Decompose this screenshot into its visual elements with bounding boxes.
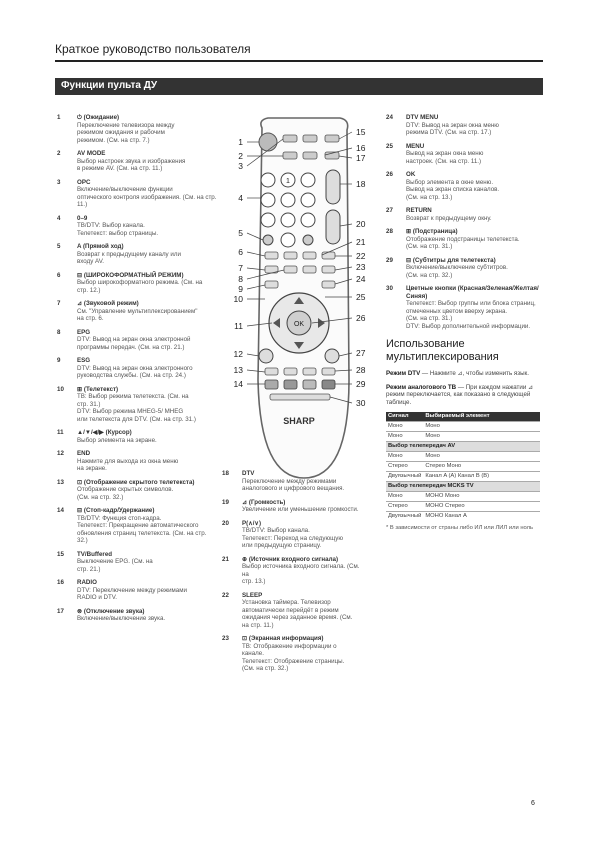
entry-number: 10 <box>57 385 64 393</box>
svg-text:28: 28 <box>356 365 366 375</box>
description-entry <box>57 329 217 352</box>
svg-text:12: 12 <box>233 349 243 359</box>
description-entry <box>57 150 217 173</box>
entry-body: Увеличение или уменьшение громкости. <box>242 506 359 513</box>
description-entry <box>222 635 360 673</box>
description-entry <box>57 479 217 502</box>
svg-text:10: 10 <box>233 294 243 304</box>
entry-body: См. "Управление мультиплексированием" на стр. 6. <box>77 307 198 322</box>
description-entry <box>57 608 217 623</box>
entry-heading: MENU <box>406 142 425 150</box>
description-entry <box>386 207 544 222</box>
entry-heading: Цветные кнопки (Красная/Зеленая/Желтая/Синяя) <box>406 285 539 300</box>
entry-body: Переключение телевизора между режимом ожидания и рабочим режимом. (См. на стр. 7.) <box>77 121 175 144</box>
table-row: Моно Моно <box>386 432 540 442</box>
entry-number: 8 <box>57 328 61 336</box>
entry-body: Выбор источника входного сигнала. (См. на стр. 13.) <box>242 563 360 585</box>
table-row: Двуязычный Канал A (A) Канал B (B) <box>386 472 540 482</box>
description-entry <box>57 215 217 238</box>
entry-body: ТВ/DTV: Выбор канала. Телетекст: выбор страницы. <box>77 222 159 237</box>
entry-body: Выбор элемента на экране. <box>77 436 157 444</box>
entry-number: 1 <box>57 114 61 121</box>
tv-button <box>325 135 339 142</box>
entry-body: Отображение подстраницы телетекста. (См. на стр. 31.) <box>406 235 520 250</box>
entry-body: Нажмите для выхода из окна меню на экране. <box>77 457 179 472</box>
table-footnote: * В зависимости от страны либо ИЛ или ЛИЛ или ноль <box>386 525 534 531</box>
entry-body: Отображение скрытых символов. (См. на стр. 32.) <box>77 486 174 501</box>
table-row: Стерео МОНО Стерео <box>386 502 540 512</box>
entry-number: 28 <box>386 228 393 235</box>
entry-number: 25 <box>386 142 393 150</box>
description-entry <box>57 579 217 602</box>
multiplex-dtv-paragraph: Режим DTV — Нажмите ⊿, чтобы изменить язык. <box>386 370 529 377</box>
table-row: Двуязычный МОНО Канал A <box>386 512 540 522</box>
svg-text:25: 25 <box>356 292 366 302</box>
description-entry <box>57 450 217 473</box>
entry-number: 20 <box>222 519 229 527</box>
entry-number: 4 <box>57 214 61 222</box>
svg-text:18: 18 <box>356 179 366 189</box>
svg-text:7: 7 <box>238 263 243 273</box>
description-entry <box>386 257 544 280</box>
svg-text:30: 30 <box>356 398 366 408</box>
multiplex-title: Использование мультиплексирования <box>386 338 499 363</box>
svg-text:23: 23 <box>356 262 366 272</box>
entry-heading: ⊗ (Отключение звука) <box>77 607 145 615</box>
table-row: Моно МОНО Моно <box>386 492 540 502</box>
entry-number: 7 <box>57 300 61 307</box>
entry-number: 21 <box>222 555 229 563</box>
entry-heading: ESG <box>77 357 91 364</box>
radio-button <box>303 135 317 142</box>
svg-text:15: 15 <box>356 127 366 137</box>
standby-button <box>259 133 277 151</box>
table-row: Моно Моно <box>386 422 540 432</box>
entry-body: ТВ: Отображение информации о канале. Телетекст: Отображение страницы. (См. на стр. 32.) <box>242 642 345 672</box>
multiplex-atv-paragraph: Режим аналогового ТВ — При каждом нажатии ⊿ режим переключается, как показано в следующей таблице. <box>386 383 534 406</box>
dtv-button <box>303 152 317 159</box>
svg-text:24: 24 <box>356 274 366 284</box>
description-entry <box>57 551 217 574</box>
svg-text:1: 1 <box>238 137 243 147</box>
end-button <box>259 349 273 363</box>
entry-body: Включение/выключение субтитров. (См. на стр. 32.) <box>406 264 508 279</box>
entry-number: 11 <box>57 429 64 436</box>
entry-heading: DTV <box>242 470 255 477</box>
entry-number: 27 <box>386 207 393 214</box>
multiplex-table: Сигнал Выбираемый элемент Моно Моно Моно Моно Выбор телепередач AV Моно Моно Стерео Стерео Моно Двуязычный Канал A (A) Канал B (B) Выбор телепередач MCKS TV Моно МОНО Моно Стерео МОНО Стерео Двуязычный МОНО Канал A <box>386 412 540 521</box>
entry-body: ТВ: Выбор режима телетекста. (См. на стр. 31.) DTV: Выбор режима MHEG-5/ MHEG или телетекста для DTV. (См. на стр. 31.) <box>77 393 196 423</box>
svg-text:9: 9 <box>238 284 243 294</box>
description-entry <box>222 499 360 514</box>
channel-rocker <box>326 210 340 244</box>
entry-body: Выбор элемента в окне меню. Вывод на экран списка каналов. (См. на стр. 13.) <box>406 178 500 201</box>
description-entry <box>222 470 360 493</box>
entry-heading: SLEEP <box>242 591 263 599</box>
svg-text:14: 14 <box>233 379 243 389</box>
av-mode-button <box>283 135 297 142</box>
entry-heading: ⊿ (Громкость) <box>242 498 286 506</box>
entry-body: Вывод на экран окна меню настроек. (См. на стр. 11.) <box>406 150 484 165</box>
description-column-2 <box>222 470 360 679</box>
table-row: Моно Моно <box>386 452 540 462</box>
entry-body: DTV: Вывод на экран окна электронной программы передач. (См. на стр. 21.) <box>77 336 191 351</box>
description-entry <box>57 179 217 209</box>
entry-number: 24 <box>386 114 393 121</box>
description-entry <box>386 114 544 137</box>
opc-button <box>283 152 297 159</box>
entry-heading: 0–9 <box>77 214 88 222</box>
right-callouts <box>356 127 366 408</box>
entry-number: 19 <box>222 498 229 506</box>
entry-number: 18 <box>222 470 229 477</box>
page-title: Краткое руководство пользователя <box>55 42 251 56</box>
entry-number: 16 <box>57 579 64 586</box>
description-entry <box>57 300 217 323</box>
description-entry <box>386 143 544 166</box>
entry-number: 5 <box>57 243 61 250</box>
entry-heading: RADIO <box>77 579 97 586</box>
ok-label: OK <box>293 321 305 328</box>
entry-body: Выбор настроек звука и изображения в режиме AV. (См. на стр. 11.) <box>77 157 186 172</box>
brand-logo: SHARP <box>283 416 315 426</box>
left-callouts <box>234 137 244 389</box>
svg-text:3: 3 <box>238 161 243 171</box>
entry-number: 22 <box>222 591 229 599</box>
entry-heading: ⊟ (Стоп-кадр/Удержание) <box>77 507 155 514</box>
return-button <box>325 349 339 363</box>
svg-text:8: 8 <box>238 274 243 284</box>
entry-heading: ⊟ (Субтитры для телетекста) <box>406 256 496 264</box>
svg-text:11: 11 <box>234 321 243 331</box>
entry-body: Включение/выключение функции оптического контроля изображения. (См. на стр. 11.) <box>77 186 217 208</box>
entry-heading: TV/Buffered <box>77 550 113 558</box>
entry-heading: ⏻ (Ожидание) <box>77 114 120 121</box>
entry-body: Установка таймера. Телевизор автоматически перейдёт в режим ожидания через заданное время. (См. на стр. 11.) <box>242 599 353 629</box>
entry-body: DTV: Переключение между режимами RADIO и DTV. <box>77 586 187 601</box>
entry-number: 12 <box>57 450 64 457</box>
svg-text:1: 1 <box>286 178 290 185</box>
entry-body: ТВ/DTV: Функция стоп-кадра. Телетекст: Прекращение автоматического обновления страниц телетекста. (См. на стр. 32.) <box>77 514 207 544</box>
entry-number: 14 <box>57 507 64 514</box>
entry-body: ТВ/DTV: Выбор канала. Телетекст: Переход на следующую или предыдущую страницу. <box>242 527 343 549</box>
entry-heading: ⊡ (Отображение скрытого телетекста) <box>77 478 195 486</box>
entry-number: 26 <box>386 171 393 178</box>
entry-body: Переключение между режимами аналогового и цифрового вещания. <box>242 477 345 492</box>
entry-heading: ⊕ (Источник входного сигнала) <box>242 555 339 563</box>
description-entry <box>386 228 544 251</box>
description-entry <box>57 272 217 295</box>
entry-number: 6 <box>57 271 61 279</box>
entry-body: Телетекст: Выбор группы или блока страниц, отмеченных цветом вверху экрана. (См. на стр. 31.) DTV: Выбор дополнительной информации. <box>406 300 536 330</box>
svg-text:13: 13 <box>233 365 243 375</box>
svg-text:26: 26 <box>356 313 366 323</box>
svg-text:6: 6 <box>238 247 243 257</box>
entry-heading: ⊡ (Экранная информация) <box>242 635 324 642</box>
entry-heading: AV MODE <box>77 150 106 157</box>
volume-rocker <box>326 170 340 204</box>
entry-number: 30 <box>386 285 393 292</box>
entry-number: 29 <box>386 256 393 264</box>
entry-body: Возврат к предыдущему каналу или входу AV. <box>77 250 181 265</box>
entry-body: Включение/выключение звука. <box>77 615 166 622</box>
entry-heading: OPC <box>77 178 91 186</box>
table-row: Стерео Стерео Моно <box>386 462 540 472</box>
description-entry <box>57 429 217 444</box>
entry-heading: ⊿ (Звуковой режим) <box>77 300 139 307</box>
svg-text:21: 21 <box>356 237 366 247</box>
entry-heading: ⊞ (Подстраница) <box>406 228 458 235</box>
entry-body: Выбор широкоформатного режима. (См. на стр. 12.) <box>77 279 203 294</box>
svg-text:16: 16 <box>356 143 366 153</box>
description-entry <box>222 592 360 630</box>
entry-number: 17 <box>57 607 64 615</box>
page-number: 6 <box>531 800 535 807</box>
svg-text:22: 22 <box>356 251 366 261</box>
entry-number: 9 <box>57 357 61 364</box>
entry-number: 23 <box>222 635 229 642</box>
description-column-3 <box>386 114 544 533</box>
entry-heading: P(∧/∨) <box>242 519 262 527</box>
entry-body: DTV: Вывод на экран окна меню режима DTV. (См. на стр. 17.) <box>406 121 499 136</box>
entry-heading: ⊞ (Телетекст) <box>77 385 119 393</box>
entry-number: 15 <box>57 550 64 558</box>
entry-body: Возврат к предыдущему окну. <box>406 214 492 222</box>
entry-number: 2 <box>57 150 61 157</box>
description-entry <box>222 556 360 586</box>
svg-text:4: 4 <box>238 193 243 203</box>
description-entry <box>57 357 217 380</box>
entry-heading: RETURN <box>406 207 432 214</box>
svg-text:2: 2 <box>238 151 243 161</box>
description-column-1 <box>57 114 217 629</box>
description-entry <box>57 386 217 424</box>
description-entry <box>57 507 217 545</box>
entry-heading: EPG <box>77 328 91 336</box>
entry-number: 13 <box>57 478 64 486</box>
entry-body: DTV: Вывод на экран окна электронного руководства службы. (См. на стр. 24.) <box>77 364 193 379</box>
svg-text:27: 27 <box>356 348 366 358</box>
section-title: Функции пульта ДУ <box>61 80 158 91</box>
entry-body: Выключение EPG. (См. на стр. 21.) <box>77 558 153 573</box>
svg-text:17: 17 <box>356 153 366 163</box>
description-entry <box>222 520 360 550</box>
description-entry <box>57 243 217 266</box>
entry-number: 3 <box>57 178 61 186</box>
entry-heading: ⊟ (ШИРОКОФОРМАТНЫЙ РЕЖИМ) <box>77 271 184 279</box>
entry-heading: A (Прямой ход) <box>77 243 124 250</box>
svg-text:20: 20 <box>356 219 366 229</box>
description-entry <box>386 285 544 330</box>
entry-heading: OK <box>406 171 416 178</box>
svg-text:29: 29 <box>356 379 366 389</box>
description-entry <box>57 114 217 144</box>
svg-text:5: 5 <box>238 228 243 238</box>
entry-heading: ▲/▼/◀/▶ (Курсор) <box>77 429 132 436</box>
description-entry <box>386 171 544 201</box>
entry-heading: DTV MENU <box>406 114 439 121</box>
entry-heading: END <box>77 450 91 457</box>
